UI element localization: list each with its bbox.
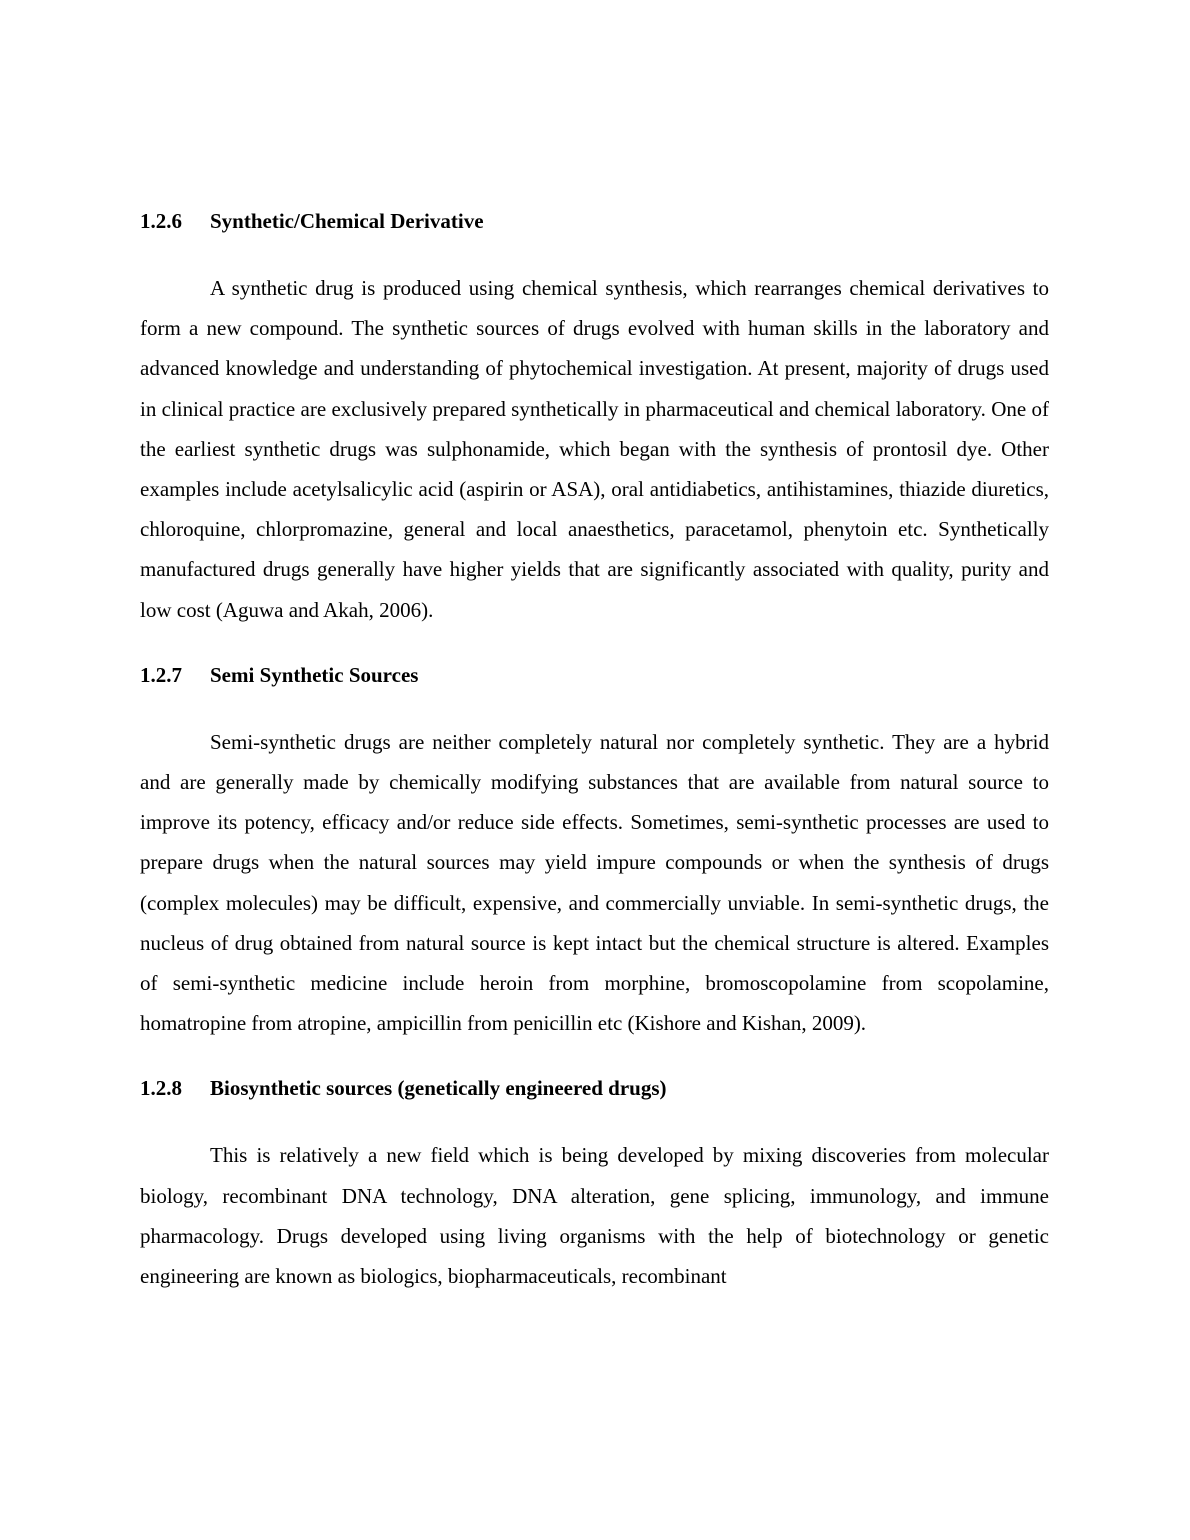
section-paragraph-semi-synthetic: Semi-synthetic drugs are neither completely natural nor completely synthetic. They are a hybrid and are generally made by chemically modifying substances that are available from natural source to improve its potency, efficacy and/or reduce side effects. Sometimes, semi-synthetic processes are used to prepare drugs when the natural sources may yield impure compounds or when the synthesis of drugs (complex molecules) may be difficult, expensive, and commercially unviable. In semi-synthetic drugs, the nucleus of drug obtained from natural source is kept intact but the chemical structure is altered. Examples of semi-synthetic medicine include heroin from morphine, bromoscopolamine from scopolamine, homatropine from atropine, ampicillin from penicillin etc (Kishore and Kishan, 2009). — [140, 729, 1049, 1036]
section-title: Synthetic/Chemical Derivative — [210, 209, 484, 233]
section-heading-synthetic — [140, 206, 1049, 236]
section-number: 1.2.7 — [140, 662, 182, 687]
section-paragraph-biosynthetic: This is relatively a new field which is being developed by mixing discoveries from molecular biology, recombinant DNA technology, DNA alteration, gene splicing, immunology, and immune pharmacology. Drugs developed using living organisms with the help of biotechnology or genetic engineering are known as biologics, biopharmaceuticals, recombinant — [140, 1143, 1049, 1289]
section-number: 1.2.8 — [140, 1076, 182, 1101]
section-heading-semi-synthetic — [140, 660, 1049, 690]
section-title: Biosynthetic sources (genetically engineered drugs) — [210, 1076, 667, 1101]
section-heading-biosynthetic — [140, 1073, 1049, 1103]
document-content — [140, 206, 1049, 1296]
section-number: 1.2.6 — [140, 209, 182, 233]
section-paragraph-synthetic: A synthetic drug is produced using chemical synthesis, which rearranges chemical derivatives to form a new compound. The synthetic sources of drugs evolved with human skills in the laboratory and advanced knowledge and understanding of phytochemical investigation. At present, majority of drugs used in clinical practice are exclusively prepared synthetically in pharmaceutical and chemical laboratory. One of the earliest synthetic drugs was sulphonamide, which began with the synthesis of prontosil dye. Other examples include acetylsalicylic acid (aspirin or ASA), oral antidiabetics, antihistamines, thiazide diuretics, chloroquine, chlorpromazine, general and local anaesthetics, paracetamol, phenytoin etc. Synthetically manufactured drugs generally have higher yields that are significantly associated with quality, purity and low cost (Aguwa and Akah, 2006). — [140, 276, 1049, 622]
section-title: Semi Synthetic Sources — [210, 662, 419, 687]
